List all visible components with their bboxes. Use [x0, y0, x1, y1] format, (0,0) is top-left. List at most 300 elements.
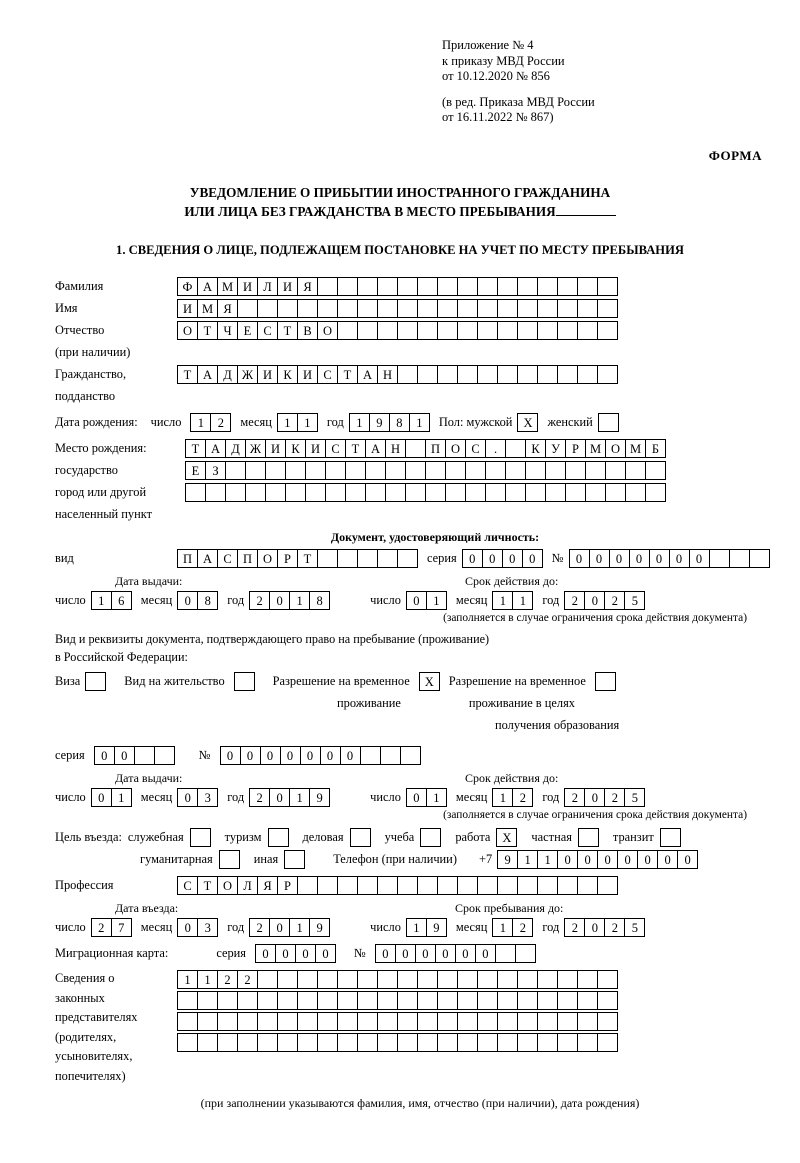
form-cell[interactable] [477, 1033, 498, 1052]
form-cell[interactable] [577, 991, 598, 1010]
form-cell[interactable]: 0 [255, 944, 276, 963]
form-cell[interactable] [537, 299, 558, 318]
form-cell[interactable]: 0 [406, 788, 427, 807]
form-cell[interactable]: 6 [111, 591, 132, 610]
form-cell[interactable]: 0 [502, 549, 523, 568]
form-cell[interactable]: . [485, 439, 506, 458]
purpose-option-checkbox[interactable] [219, 850, 240, 869]
birthplace-cells-1[interactable] [185, 439, 666, 458]
form-cell[interactable]: И [237, 277, 258, 296]
birth-month-cells[interactable] [277, 413, 318, 432]
form-cell[interactable] [317, 1033, 338, 1052]
form-cell[interactable] [505, 461, 526, 480]
temp-residence-checkbox[interactable]: X [419, 672, 440, 691]
form-cell[interactable] [205, 483, 226, 502]
form-cell[interactable]: 1 [91, 591, 112, 610]
form-cell[interactable] [597, 299, 618, 318]
form-cell[interactable] [505, 439, 526, 458]
form-cell[interactable]: 0 [455, 944, 476, 963]
form-cell[interactable] [377, 1012, 398, 1031]
form-cell[interactable]: А [197, 365, 218, 384]
form-cell[interactable] [497, 299, 518, 318]
form-cell[interactable] [405, 461, 426, 480]
form-cell[interactable] [400, 746, 421, 765]
entry-year-cells[interactable] [249, 918, 330, 937]
surname-cells[interactable] [177, 277, 618, 296]
form-cell[interactable] [297, 970, 318, 989]
form-cell[interactable]: 1 [177, 970, 198, 989]
form-cell[interactable] [537, 321, 558, 340]
form-cell[interactable] [517, 321, 538, 340]
form-cell[interactable]: О [217, 876, 238, 895]
form-cell[interactable]: 0 [669, 549, 690, 568]
form-cell[interactable]: У [545, 439, 566, 458]
form-cell[interactable] [457, 876, 478, 895]
form-cell[interactable] [605, 461, 626, 480]
form-cell[interactable]: Р [565, 439, 586, 458]
form-cell[interactable]: 2 [564, 918, 585, 937]
form-cell[interactable]: 1 [492, 788, 513, 807]
form-cell[interactable] [425, 461, 446, 480]
form-cell[interactable]: П [237, 549, 258, 568]
form-cell[interactable]: А [197, 277, 218, 296]
form-cell[interactable] [577, 1033, 598, 1052]
form-cell[interactable] [425, 483, 446, 502]
form-cell[interactable] [237, 299, 258, 318]
form-cell[interactable]: 3 [197, 918, 218, 937]
form-cell[interactable]: Я [297, 277, 318, 296]
form-cell[interactable] [515, 944, 536, 963]
form-cell[interactable]: С [257, 321, 278, 340]
profession-cells[interactable] [177, 876, 618, 895]
form-cell[interactable] [397, 549, 418, 568]
form-cell[interactable]: 1 [111, 788, 132, 807]
form-cell[interactable] [277, 991, 298, 1010]
form-cell[interactable] [305, 461, 326, 480]
form-cell[interactable] [217, 991, 238, 1010]
form-cell[interactable] [357, 549, 378, 568]
form-cell[interactable] [605, 483, 626, 502]
form-cell[interactable]: 5 [624, 591, 645, 610]
form-cell[interactable]: 0 [482, 549, 503, 568]
form-cell[interactable] [277, 299, 298, 318]
form-cell[interactable]: 2 [91, 918, 112, 937]
form-cell[interactable]: 1 [289, 918, 310, 937]
form-cell[interactable]: И [257, 365, 278, 384]
form-cell[interactable]: 0 [295, 944, 316, 963]
form-cell[interactable] [497, 970, 518, 989]
form-cell[interactable] [565, 461, 586, 480]
form-cell[interactable] [177, 1012, 198, 1031]
form-cell[interactable]: 3 [197, 788, 218, 807]
form-cell[interactable] [277, 1012, 298, 1031]
form-cell[interactable] [285, 483, 306, 502]
form-cell[interactable]: К [277, 365, 298, 384]
identity-doc-type-cells[interactable] [177, 549, 418, 568]
form-cell[interactable] [337, 1012, 358, 1031]
legal-row-2-cells[interactable] [177, 991, 618, 1010]
form-cell[interactable]: 5 [624, 788, 645, 807]
form-cell[interactable] [385, 483, 406, 502]
form-cell[interactable] [457, 365, 478, 384]
form-cell[interactable]: 2 [249, 591, 270, 610]
form-cell[interactable]: 1 [537, 850, 558, 869]
form-cell[interactable]: 0 [114, 746, 135, 765]
form-cell[interactable]: 1 [492, 918, 513, 937]
form-cell[interactable] [337, 321, 358, 340]
form-cell[interactable] [525, 461, 546, 480]
form-cell[interactable] [377, 321, 398, 340]
form-cell[interactable] [557, 1033, 578, 1052]
form-cell[interactable] [557, 299, 578, 318]
form-cell[interactable]: 0 [597, 850, 618, 869]
form-cell[interactable] [537, 1012, 558, 1031]
form-cell[interactable] [517, 876, 538, 895]
form-cell[interactable]: 0 [94, 746, 115, 765]
form-cell[interactable]: В [297, 321, 318, 340]
form-cell[interactable] [345, 461, 366, 480]
form-cell[interactable]: 0 [91, 788, 112, 807]
form-cell[interactable] [377, 876, 398, 895]
form-cell[interactable] [197, 991, 218, 1010]
stay-issue-month-cells[interactable] [177, 788, 218, 807]
form-cell[interactable]: 0 [689, 549, 710, 568]
form-cell[interactable] [317, 299, 338, 318]
form-cell[interactable] [537, 1033, 558, 1052]
stay-until-month-cells[interactable] [492, 918, 533, 937]
form-cell[interactable]: А [365, 439, 386, 458]
form-cell[interactable]: 1 [289, 788, 310, 807]
form-cell[interactable]: 0 [584, 918, 605, 937]
form-cell[interactable] [265, 461, 286, 480]
form-cell[interactable] [297, 1012, 318, 1031]
form-cell[interactable]: 0 [657, 850, 678, 869]
form-cell[interactable] [317, 991, 338, 1010]
form-cell[interactable] [380, 746, 401, 765]
form-cell[interactable]: 0 [522, 549, 543, 568]
form-cell[interactable] [597, 876, 618, 895]
form-cell[interactable]: 0 [240, 746, 261, 765]
form-cell[interactable] [417, 365, 438, 384]
form-cell[interactable]: 2 [564, 591, 585, 610]
form-cell[interactable]: 2 [512, 918, 533, 937]
form-cell[interactable] [577, 876, 598, 895]
form-cell[interactable] [537, 876, 558, 895]
identity-issue-month-cells[interactable] [177, 591, 218, 610]
form-cell[interactable] [437, 991, 458, 1010]
sex-female-checkbox[interactable] [598, 413, 619, 432]
form-cell[interactable]: 2 [512, 788, 533, 807]
form-cell[interactable] [585, 483, 606, 502]
form-cell[interactable] [457, 1033, 478, 1052]
form-cell[interactable] [577, 970, 598, 989]
form-cell[interactable] [417, 1012, 438, 1031]
form-cell[interactable]: 1 [190, 413, 211, 432]
form-cell[interactable] [337, 970, 358, 989]
form-cell[interactable]: 1 [512, 591, 533, 610]
form-cell[interactable]: И [265, 439, 286, 458]
birth-year-cells[interactable] [349, 413, 430, 432]
form-cell[interactable]: 1 [349, 413, 370, 432]
form-cell[interactable]: 0 [300, 746, 321, 765]
entry-month-cells[interactable] [177, 918, 218, 937]
form-cell[interactable]: П [425, 439, 446, 458]
identity-valid-day-cells[interactable] [406, 591, 447, 610]
form-cell[interactable] [397, 277, 418, 296]
form-cell[interactable] [177, 1033, 198, 1052]
form-cell[interactable] [317, 277, 338, 296]
form-cell[interactable]: Л [257, 277, 278, 296]
form-cell[interactable] [477, 299, 498, 318]
form-cell[interactable] [265, 483, 286, 502]
form-cell[interactable]: 1 [289, 591, 310, 610]
form-cell[interactable]: И [297, 365, 318, 384]
form-cell[interactable] [417, 277, 438, 296]
form-cell[interactable] [377, 277, 398, 296]
form-cell[interactable] [577, 1012, 598, 1031]
phone-cells[interactable] [497, 850, 698, 869]
form-cell[interactable] [257, 991, 278, 1010]
form-cell[interactable]: 1 [197, 970, 218, 989]
form-cell[interactable] [597, 365, 618, 384]
identity-issue-day-cells[interactable] [91, 591, 132, 610]
form-cell[interactable] [297, 876, 318, 895]
form-cell[interactable] [417, 970, 438, 989]
form-cell[interactable] [577, 321, 598, 340]
form-cell[interactable]: Т [277, 321, 298, 340]
form-cell[interactable]: О [257, 549, 278, 568]
form-cell[interactable] [357, 876, 378, 895]
form-cell[interactable] [457, 991, 478, 1010]
form-cell[interactable] [645, 483, 666, 502]
visa-checkbox[interactable] [85, 672, 106, 691]
form-cell[interactable]: 0 [320, 746, 341, 765]
form-cell[interactable]: 0 [315, 944, 336, 963]
form-cell[interactable] [337, 277, 358, 296]
form-cell[interactable]: С [217, 549, 238, 568]
form-cell[interactable]: Е [185, 461, 206, 480]
form-cell[interactable] [365, 461, 386, 480]
form-cell[interactable]: 2 [249, 918, 270, 937]
form-cell[interactable] [277, 1033, 298, 1052]
form-cell[interactable] [217, 1012, 238, 1031]
form-cell[interactable]: 2 [604, 918, 625, 937]
form-cell[interactable] [597, 1012, 618, 1031]
stay-valid-day-cells[interactable] [406, 788, 447, 807]
form-cell[interactable]: 7 [111, 918, 132, 937]
form-cell[interactable]: М [197, 299, 218, 318]
form-cell[interactable]: 0 [269, 788, 290, 807]
form-cell[interactable] [417, 991, 438, 1010]
form-cell[interactable]: И [305, 439, 326, 458]
form-cell[interactable]: 1 [492, 591, 513, 610]
form-cell[interactable] [597, 991, 618, 1010]
form-cell[interactable]: Р [277, 876, 298, 895]
form-cell[interactable] [517, 991, 538, 1010]
form-cell[interactable]: Л [237, 876, 258, 895]
form-cell[interactable] [557, 991, 578, 1010]
form-cell[interactable]: 2 [217, 970, 238, 989]
form-cell[interactable]: Б [645, 439, 666, 458]
stay-valid-month-cells[interactable] [492, 788, 533, 807]
form-cell[interactable]: О [605, 439, 626, 458]
form-cell[interactable] [397, 321, 418, 340]
form-cell[interactable] [477, 277, 498, 296]
form-cell[interactable] [317, 549, 338, 568]
form-cell[interactable]: А [205, 439, 226, 458]
form-cell[interactable]: Т [337, 365, 358, 384]
form-cell[interactable]: 0 [649, 549, 670, 568]
purpose-option-checkbox[interactable] [660, 828, 681, 847]
form-cell[interactable] [177, 991, 198, 1010]
form-cell[interactable] [397, 970, 418, 989]
form-cell[interactable] [557, 277, 578, 296]
form-cell[interactable] [477, 321, 498, 340]
form-cell[interactable] [577, 277, 598, 296]
form-cell[interactable] [277, 970, 298, 989]
form-cell[interactable] [537, 970, 558, 989]
form-cell[interactable] [537, 991, 558, 1010]
form-cell[interactable] [497, 277, 518, 296]
form-cell[interactable] [477, 970, 498, 989]
form-cell[interactable] [397, 1033, 418, 1052]
form-cell[interactable] [557, 321, 578, 340]
form-cell[interactable] [437, 365, 458, 384]
form-cell[interactable] [154, 746, 175, 765]
form-cell[interactable] [237, 1012, 258, 1031]
form-cell[interactable]: 2 [604, 788, 625, 807]
purpose-option-checkbox[interactable] [268, 828, 289, 847]
form-cell[interactable]: И [177, 299, 198, 318]
form-cell[interactable] [585, 461, 606, 480]
identity-issue-year-cells[interactable] [249, 591, 330, 610]
form-cell[interactable]: 2 [604, 591, 625, 610]
form-cell[interactable] [325, 483, 346, 502]
identity-valid-month-cells[interactable] [492, 591, 533, 610]
form-cell[interactable] [477, 876, 498, 895]
form-cell[interactable]: Д [217, 365, 238, 384]
form-cell[interactable]: М [217, 277, 238, 296]
residence-permit-checkbox[interactable] [234, 672, 255, 691]
form-cell[interactable]: 0 [280, 746, 301, 765]
form-cell[interactable] [485, 483, 506, 502]
form-cell[interactable]: Т [185, 439, 206, 458]
form-cell[interactable] [457, 970, 478, 989]
form-cell[interactable] [517, 277, 538, 296]
form-cell[interactable] [417, 321, 438, 340]
form-cell[interactable]: 9 [309, 788, 330, 807]
form-cell[interactable]: 1 [426, 788, 447, 807]
purpose-option-checkbox[interactable] [350, 828, 371, 847]
form-cell[interactable] [497, 321, 518, 340]
form-cell[interactable]: 1 [277, 413, 298, 432]
form-cell[interactable] [477, 365, 498, 384]
birthplace-cells-3[interactable] [185, 483, 666, 502]
form-cell[interactable] [285, 461, 306, 480]
purpose-option-checkbox[interactable] [284, 850, 305, 869]
form-cell[interactable] [517, 1033, 538, 1052]
form-cell[interactable]: Е [237, 321, 258, 340]
form-cell[interactable]: Ж [245, 439, 266, 458]
form-cell[interactable] [477, 1012, 498, 1031]
form-cell[interactable] [497, 991, 518, 1010]
stay-issue-day-cells[interactable] [91, 788, 132, 807]
form-cell[interactable]: 0 [177, 788, 198, 807]
form-cell[interactable] [357, 299, 378, 318]
stay-issue-year-cells[interactable] [249, 788, 330, 807]
form-cell[interactable] [445, 461, 466, 480]
form-cell[interactable]: 0 [589, 549, 610, 568]
purpose-option-checkbox[interactable] [578, 828, 599, 847]
form-cell[interactable] [437, 321, 458, 340]
form-cell[interactable] [337, 991, 358, 1010]
form-cell[interactable] [357, 1033, 378, 1052]
sex-male-checkbox[interactable]: X [517, 413, 538, 432]
form-cell[interactable] [625, 483, 646, 502]
form-cell[interactable] [537, 277, 558, 296]
form-cell[interactable] [437, 970, 458, 989]
form-cell[interactable] [365, 483, 386, 502]
form-cell[interactable] [397, 299, 418, 318]
form-cell[interactable] [377, 299, 398, 318]
form-cell[interactable] [377, 549, 398, 568]
form-cell[interactable] [497, 876, 518, 895]
form-cell[interactable] [557, 970, 578, 989]
form-cell[interactable] [257, 970, 278, 989]
form-cell[interactable] [317, 970, 338, 989]
form-cell[interactable] [217, 1033, 238, 1052]
form-cell[interactable] [545, 461, 566, 480]
form-cell[interactable]: 8 [197, 591, 218, 610]
form-cell[interactable] [625, 461, 646, 480]
form-cell[interactable]: 0 [577, 850, 598, 869]
migration-card-series-cells[interactable] [255, 944, 336, 963]
form-cell[interactable]: С [465, 439, 486, 458]
form-cell[interactable] [497, 365, 518, 384]
purpose-option-checkbox[interactable] [420, 828, 441, 847]
form-cell[interactable]: 0 [584, 788, 605, 807]
form-cell[interactable]: 9 [426, 918, 447, 937]
form-cell[interactable] [225, 461, 246, 480]
patronymic-cells[interactable] [177, 321, 618, 340]
form-cell[interactable]: П [177, 549, 198, 568]
form-cell[interactable] [377, 991, 398, 1010]
form-cell[interactable]: 0 [435, 944, 456, 963]
form-cell[interactable] [297, 991, 318, 1010]
form-cell[interactable]: О [317, 321, 338, 340]
form-cell[interactable] [357, 277, 378, 296]
form-cell[interactable] [517, 299, 538, 318]
form-cell[interactable]: Ф [177, 277, 198, 296]
form-cell[interactable] [437, 1012, 458, 1031]
form-cell[interactable] [497, 1012, 518, 1031]
form-cell[interactable] [237, 991, 258, 1010]
form-cell[interactable] [557, 876, 578, 895]
form-cell[interactable]: О [177, 321, 198, 340]
form-cell[interactable] [497, 1033, 518, 1052]
form-cell[interactable] [397, 991, 418, 1010]
name-cells[interactable] [177, 299, 618, 318]
form-cell[interactable]: М [625, 439, 646, 458]
form-cell[interactable] [237, 1033, 258, 1052]
form-cell[interactable]: 0 [677, 850, 698, 869]
form-cell[interactable] [457, 277, 478, 296]
form-cell[interactable] [337, 549, 358, 568]
form-cell[interactable]: 9 [309, 918, 330, 937]
form-cell[interactable]: 1 [409, 413, 430, 432]
form-cell[interactable] [537, 365, 558, 384]
form-cell[interactable] [597, 277, 618, 296]
